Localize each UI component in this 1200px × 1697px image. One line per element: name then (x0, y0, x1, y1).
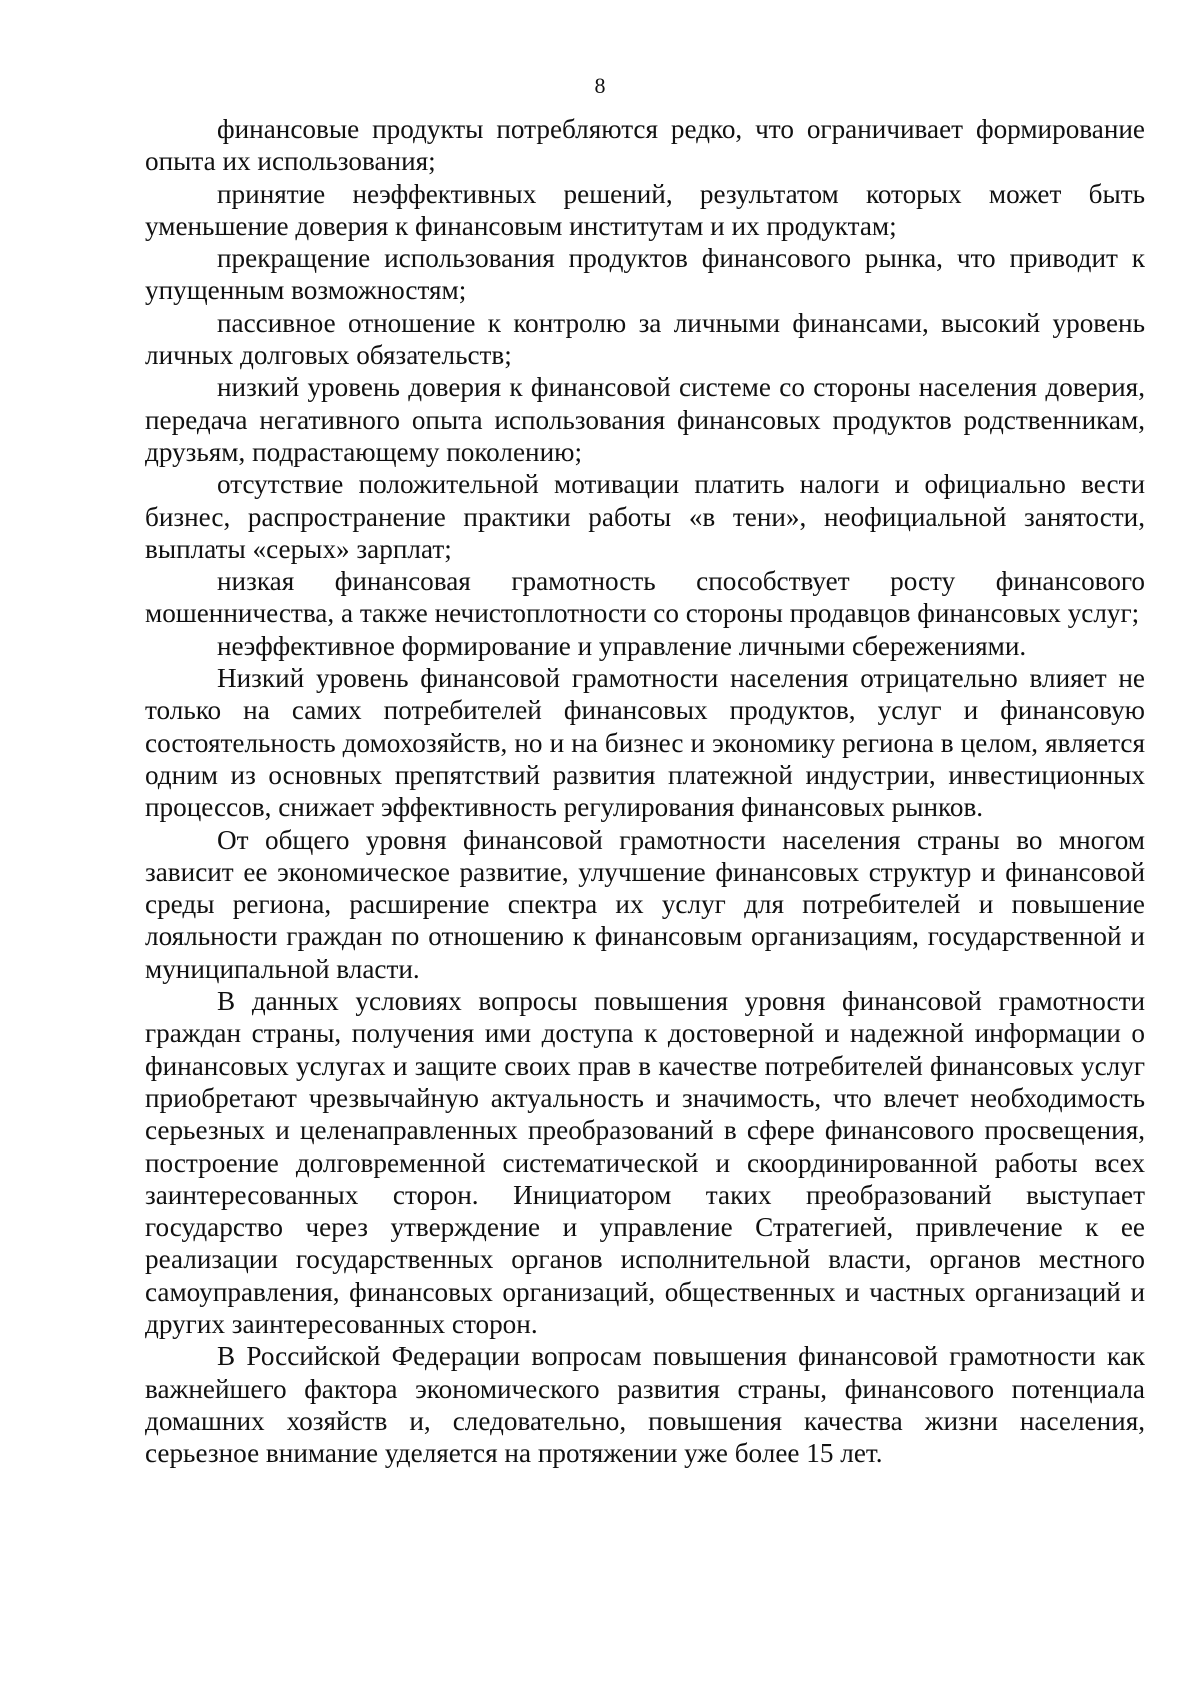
paragraph-12: В Российской Федерации вопросам повышения финансовой грамотности как важнейшего фактора экономического развития страны, финансового потенциала домашних хозяйств и, следовательно, повышения качества жизни населения, серьезное внимание уделяется на протяжении уже более 15 лет. (145, 1341, 1145, 1469)
paragraph-10: От общего уровня финансовой грамотности населения страны во многом зависит ее экономическое развитие, улучшение финансовых структур и финансовой среды региона, расширение спектра их услуг для потребителей и повышение лояльности граждан по отношению к финансовым организациям, государственной и муниципальной власти. (145, 824, 1145, 984)
page-number: 8 (594, 73, 606, 98)
paragraph-4: пассивное отношение к контролю за личными финансами, высокий уровень личных долговых обязательств; (145, 307, 1145, 371)
paragraph-1: финансовые продукты потребляются редко, что ограничивает формирование опыта их использования; (145, 114, 1145, 177)
paragraph-6: отсутствие положительной мотивации платить налоги и официально вести бизнес, распространение практики работы «в тени», неофициальной занятости, выплаты «серых» зарплат; (145, 469, 1145, 564)
paragraph-3: прекращение использования продуктов финансового рынка, что приводит к упущенным возможностям; (145, 243, 1145, 306)
paragraph-2: принятие неэффективных решений, результатом которых может быть уменьшение доверия к финансовым институтам и их продуктам; (145, 178, 1145, 241)
body-text (145, 113, 1145, 1469)
paragraph-11: В данных условиях вопросы повышения уровня финансовой грамотности граждан страны, получения ими доступа к достоверной и надежной информации о финансовых услугах и защите своих прав в качестве потребителей финансовых услуг приобретают чрезвычайную актуальность и значимость, что влечет необходимость серьезных и целенаправленных преобразований в сфере финансового просвещения, построение долговременной систематической и скоординированной работы всех заинтересованных сторон. Инициатором таких преобразований выступает государство через утверждение и управление Стратегией, привлечение к ее реализации государственных органов исполнительной власти, органов местного самоуправления, финансовых организаций, общественных и частных организаций и других заинтересованных сторон. (145, 986, 1145, 1339)
paragraph-9: Низкий уровень финансовой грамотности населения отрицательно влияет не только на самих потребителей финансовых продуктов, услуг и финансовую состоятельность домохозяйств, но и на бизнес и экономику региона в целом, является одним из основных препятствий развития платежной индустрии, инвестиционных процессов, снижает эффективность регулирования финансовых рынков. (145, 663, 1145, 823)
paragraph-8: неэффективное формирование и управление личными сбережениями. (217, 630, 1027, 661)
paragraph-5: низкий уровень доверия к финансовой системе со стороны населения доверия, передача негативного опыта использования финансовых продуктов родственникам, друзьям, подрастающему поколению; (145, 372, 1145, 467)
paragraph-7: низкая финансовая грамотность способствует росту финансового мошенничества, а также нечистоплотности со стороны продавцов финансовых услуг; (145, 566, 1145, 629)
